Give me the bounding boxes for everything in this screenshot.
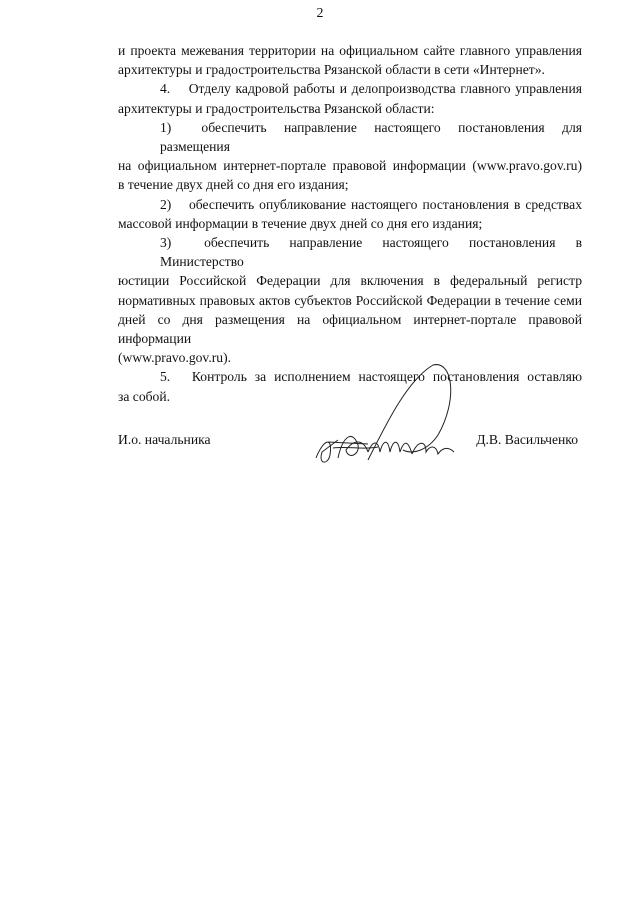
text-line: дней со дня размещения на официальном интернет-портале правовой информации [118,311,582,347]
item-number: 3) [160,235,172,251]
item-number: 5. [160,369,171,385]
numbered-line [118,233,582,271]
item-text: обеспечить направление настоящего постановления для размещения [160,119,582,155]
item-number: 4. [160,81,171,97]
text-line: архитектуры и градостроительства Рязанской области: [118,100,435,116]
numbered-line [118,118,582,156]
text-line: на официальном интернет-портале правовой информации (www.pravo.gov.ru) [118,158,582,174]
item-number: 1) [160,119,172,135]
text-line: за собой. [118,388,171,404]
signatory-name: Д.В. Васильченко [476,431,578,447]
numbered-line [118,367,582,386]
signatory-role: И.о. начальника [118,431,211,447]
numbered-line [118,195,582,214]
text-line: юстиции Российской Федерации для включения в федеральный регистр [118,273,582,289]
item-text: обеспечить направление настоящего постановления в Министерство [160,235,582,270]
page-number: 2 [316,6,324,21]
text-line: нормативных правовых актов субъектов Российской Федерации в течение семи [118,292,582,308]
text-line: архитектуры и градостроительства Рязанской области в сети «Интернет». [118,62,545,78]
document-body [118,41,582,406]
signature-block [118,430,582,450]
item-number: 2) [160,196,172,212]
item-text: Отделу кадровой работы и делопроизводства главного управления [188,81,582,97]
item-text: Контроль за исполнением настоящего постановления оставляю [191,369,582,385]
document-content [118,41,582,450]
text-line: и проекта межевания территории на официальном сайте главного управления [118,43,582,58]
text-line: (www.pravo.gov.ru). [118,350,231,366]
numbered-line [118,79,582,98]
text-line: в течение двух дней со дня его издания; [118,177,349,193]
item-text: обеспечить опубликование настоящего постановления в средствах [189,196,582,212]
text-line: массовой информации в течение двух дней со дня его издания; [118,215,483,231]
